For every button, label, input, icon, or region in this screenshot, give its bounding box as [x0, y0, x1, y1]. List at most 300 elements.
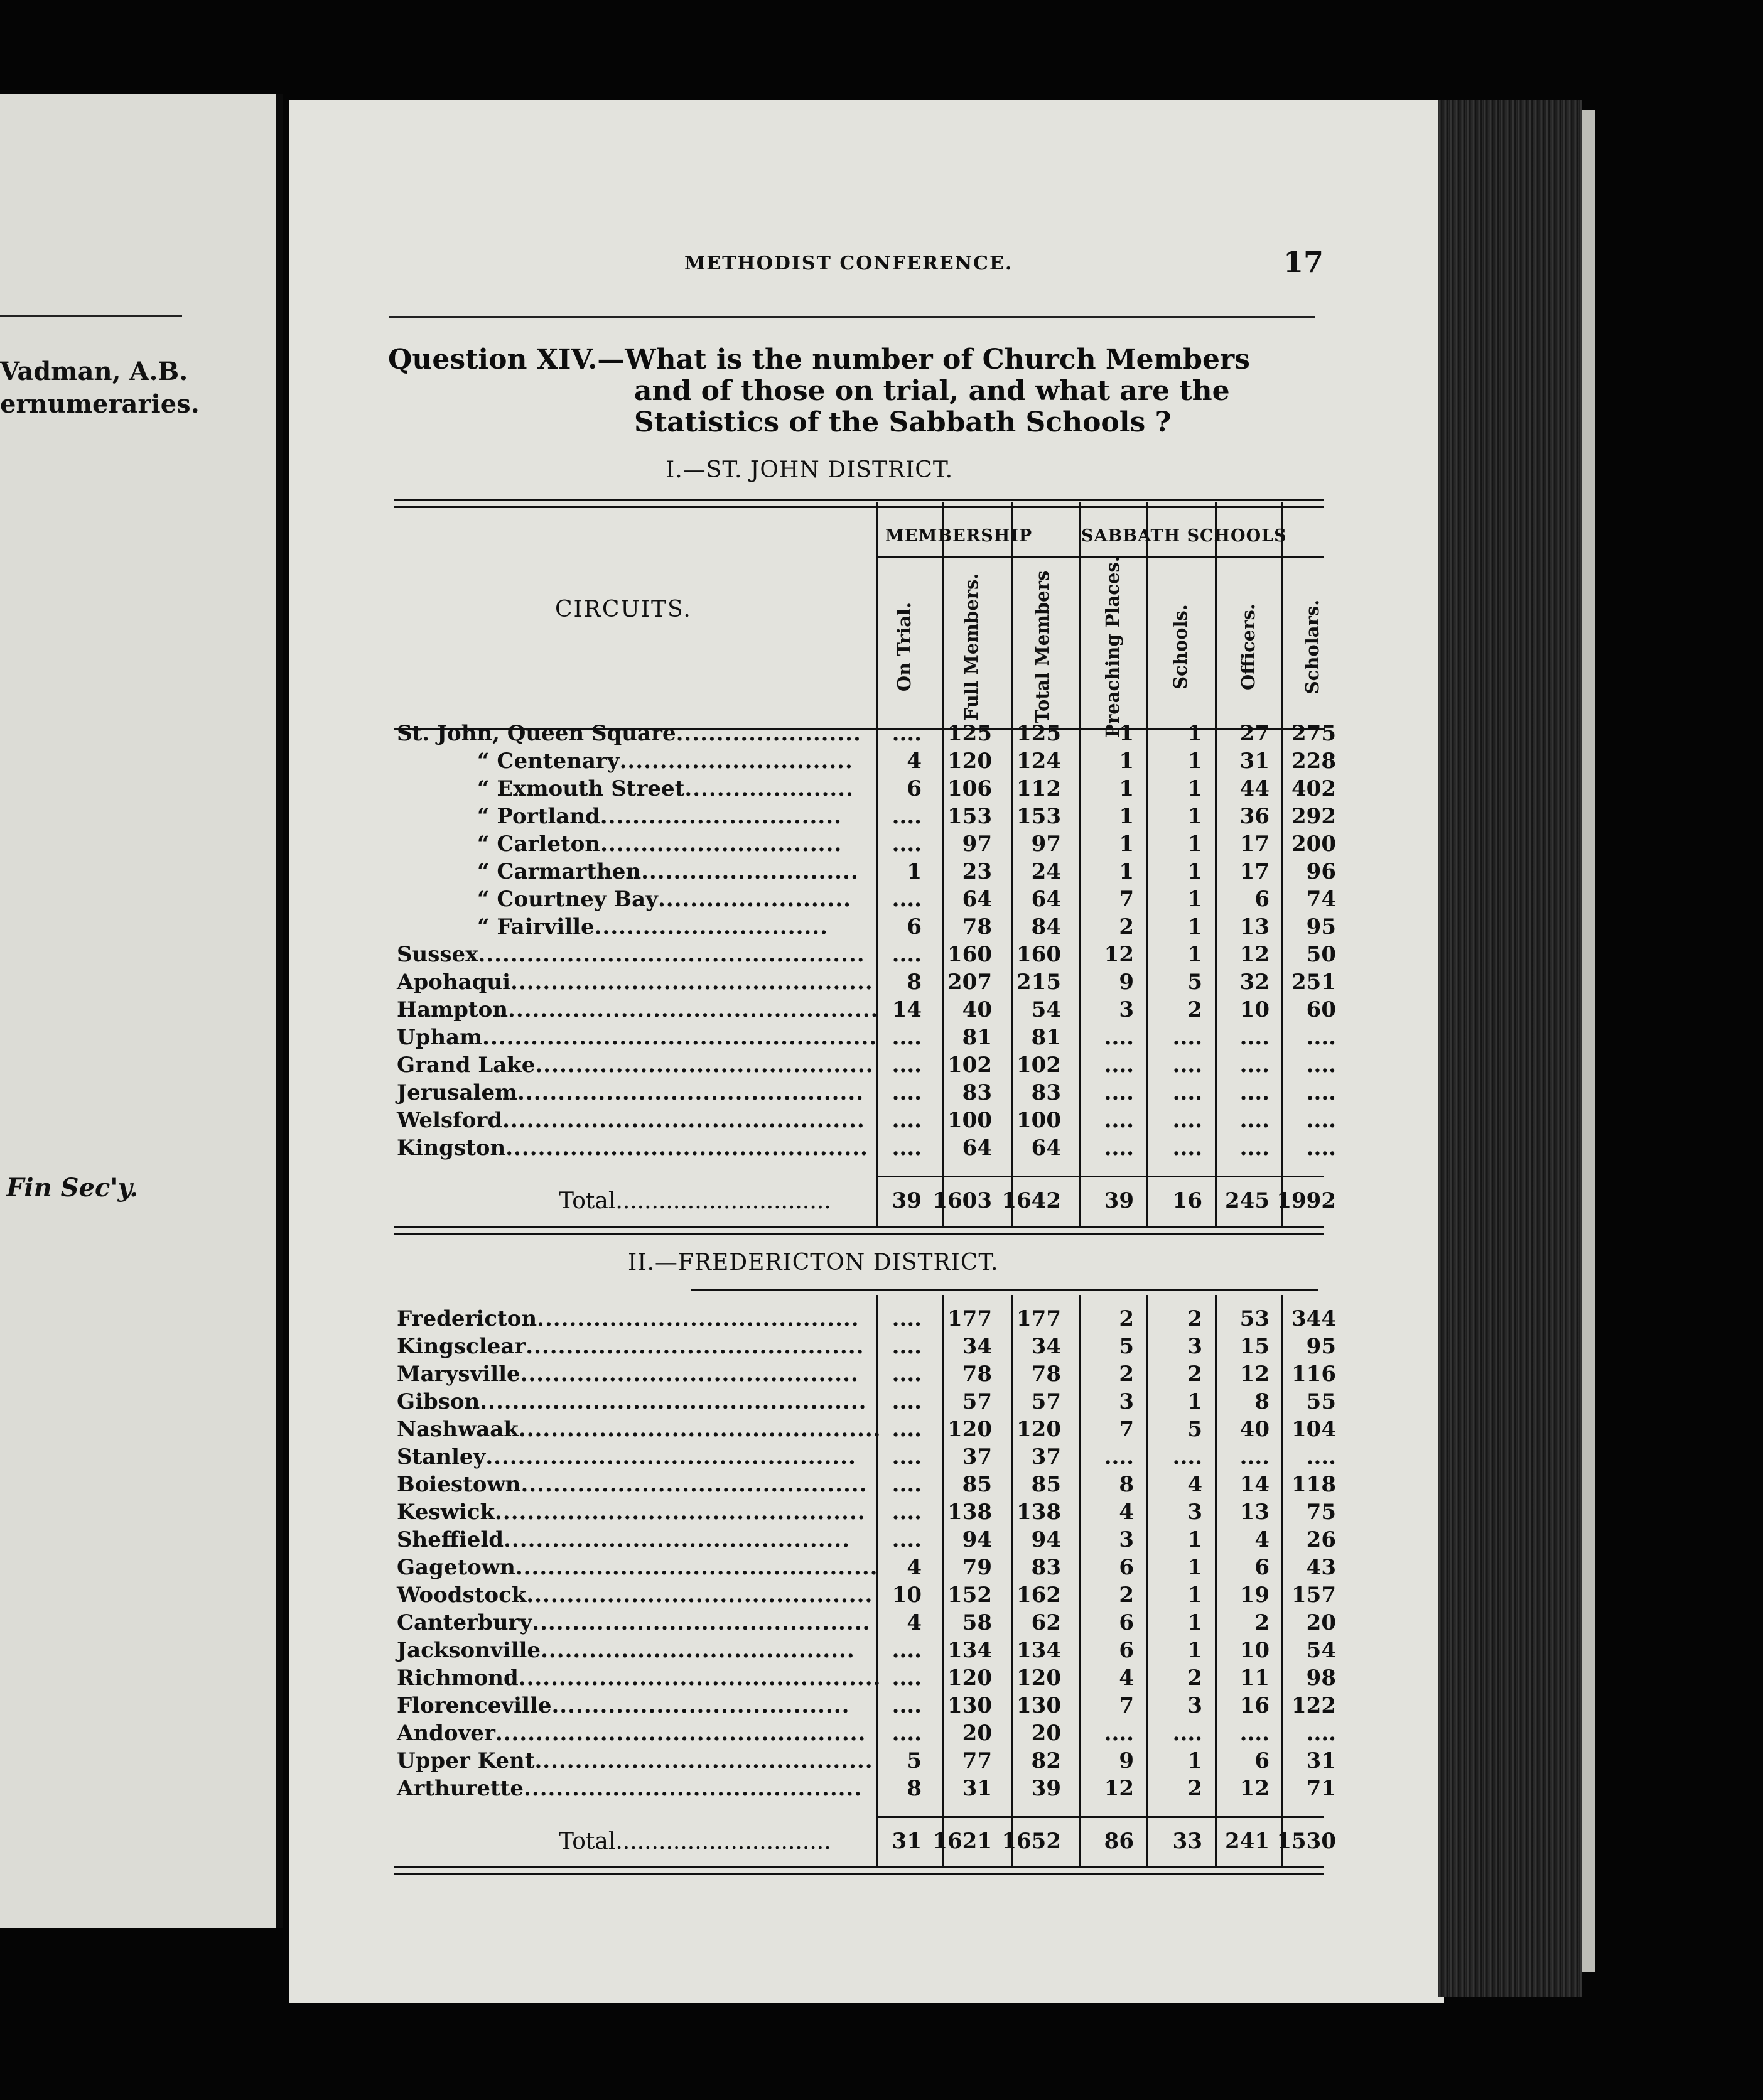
sabbath-schools-group-head: SABBATH SCHOOLS — [1081, 526, 1287, 546]
table-cell: 1 — [1187, 721, 1202, 746]
total-rule — [876, 1176, 1324, 1177]
circuit-name — [397, 1583, 873, 1608]
table-cell: 78 — [962, 914, 992, 939]
leader-dots: .............................. — [615, 1829, 831, 1854]
leader-dots: ....................................... — [541, 1638, 855, 1663]
table-cell: 64 — [962, 1135, 992, 1161]
table-cell: 54 — [1031, 997, 1061, 1022]
table-cell: .... — [892, 1306, 922, 1331]
table-cell: 2 — [1187, 997, 1202, 1022]
table-cell: 130 — [947, 1693, 992, 1718]
table-cell: 78 — [962, 1361, 992, 1387]
circuit-name — [397, 1555, 878, 1580]
district-bottom-rule — [394, 1226, 1324, 1235]
table-cell: 9 — [1119, 1748, 1134, 1773]
table-cell: 1 — [1187, 1389, 1202, 1414]
table-cell: 118 — [1291, 1472, 1336, 1497]
circuit-name — [397, 1025, 877, 1050]
table-cell: 1 — [1119, 749, 1134, 774]
circuit-name-text: “ Carmarthen — [477, 859, 642, 884]
circuit-name-text: Upper Kent — [397, 1748, 535, 1773]
table-cell: 1 — [1187, 1583, 1202, 1608]
table-cell: 8 — [907, 970, 922, 995]
circuit-name-text: Richmond — [397, 1665, 519, 1691]
column-head-label: Scholars. — [1302, 599, 1323, 695]
table-cell: 19 — [1239, 1583, 1270, 1608]
table-cell: 2 — [1187, 1361, 1202, 1387]
table-cell: .... — [1104, 1053, 1134, 1078]
page-edges — [1438, 100, 1582, 1997]
total-label — [559, 1188, 831, 1214]
circuit-name — [477, 804, 842, 829]
table-cell: 251 — [1291, 970, 1336, 995]
column-separator — [1079, 1295, 1081, 1866]
table-cell: 9 — [1119, 970, 1134, 995]
table-cell: 2 — [1119, 914, 1134, 939]
table-cell: 402 — [1291, 776, 1336, 801]
table-cell: 6 — [907, 914, 922, 939]
table-cell: 6 — [907, 776, 922, 801]
circuit-name — [397, 942, 865, 967]
table-cell: 125 — [1016, 721, 1061, 746]
table-cell: .... — [1239, 1080, 1270, 1105]
table-cell: .... — [892, 721, 922, 746]
table-cell: 13 — [1239, 914, 1270, 939]
table-cell: 31 — [962, 1776, 992, 1801]
table-cell: 94 — [1031, 1527, 1061, 1552]
table-cell: .... — [1172, 1025, 1202, 1050]
column-head — [1023, 571, 1061, 722]
circuit-name-text: St. John, Queen Square — [397, 721, 676, 746]
column-head-label: Preaching Places. — [1102, 556, 1123, 738]
table-cell: 3 — [1119, 1389, 1134, 1414]
table-cell: 32 — [1239, 970, 1270, 995]
table-cell: 3 — [1187, 1693, 1202, 1718]
header-top-rule — [394, 499, 1324, 508]
circuit-name-text: “ Exmouth Street — [477, 776, 685, 801]
table-cell: 1 — [1187, 942, 1202, 967]
table-cell: 39 — [1031, 1776, 1061, 1801]
total-label-text: Total — [559, 1188, 616, 1214]
question-line-2: and of those on trial, and what are the — [634, 375, 1230, 407]
table-cell: .... — [1239, 1053, 1270, 1078]
table-cell: 20 — [1306, 1610, 1336, 1635]
total-cell: 31 — [892, 1829, 922, 1854]
leader-dots: .......................................... — [535, 1053, 874, 1078]
circuit-name-text: Marysville — [397, 1361, 520, 1387]
table-cell: .... — [1104, 1721, 1134, 1746]
table-cell: 8 — [1254, 1389, 1270, 1414]
table-cell: 162 — [1016, 1583, 1061, 1608]
table-cell: 71 — [1306, 1776, 1336, 1801]
circuit-name — [477, 831, 842, 857]
table-cell: 26 — [1306, 1527, 1336, 1552]
circuit-name — [397, 1135, 868, 1161]
circuit-name-text: Hampton — [397, 997, 509, 1022]
table-cell: 83 — [1031, 1080, 1061, 1105]
table-cell: 1 — [1119, 831, 1134, 857]
circuit-name — [477, 887, 851, 912]
column-separator — [876, 1295, 878, 1866]
table-cell: 11 — [1239, 1665, 1270, 1691]
table-cell: 177 — [947, 1306, 992, 1331]
left-page-text-3: Fin Sec'y. — [6, 1173, 139, 1203]
table-cell: 112 — [1016, 776, 1061, 801]
table-cell: .... — [892, 1135, 922, 1161]
table-cell: .... — [1306, 1108, 1336, 1133]
column-separator — [1215, 502, 1217, 1226]
table-cell: 4 — [907, 1610, 922, 1635]
table-cell: 57 — [962, 1389, 992, 1414]
circuit-name — [397, 1665, 881, 1691]
table-cell: .... — [1306, 1444, 1336, 1469]
table-cell: 1 — [1119, 721, 1134, 746]
table-cell: .... — [1239, 1108, 1270, 1133]
leader-dots: ............................................. — [505, 1135, 868, 1161]
table-cell: 97 — [1031, 831, 1061, 857]
table-cell: 4 — [1119, 1665, 1134, 1691]
circuit-name — [397, 1776, 862, 1801]
circuit-name-text: Nashwaak — [397, 1417, 519, 1442]
table-cell: 17 — [1239, 859, 1270, 884]
circuit-name — [397, 1500, 866, 1525]
table-cell: 4 — [907, 749, 922, 774]
leader-dots: .............................. — [615, 1188, 831, 1214]
table-cell: 60 — [1306, 997, 1336, 1022]
leader-dots: ........................... — [641, 859, 859, 884]
circuit-name-text: Arthurette — [397, 1776, 524, 1801]
table-cell: 12 — [1239, 1361, 1270, 1387]
column-separator — [1079, 502, 1081, 1226]
circuit-name — [477, 859, 859, 884]
circuit-name — [477, 914, 828, 939]
table-cell: 120 — [1016, 1417, 1061, 1442]
table-cell: 43 — [1306, 1555, 1336, 1580]
table-cell: 134 — [947, 1638, 992, 1663]
table-cell: .... — [1104, 1080, 1134, 1105]
column-head-label: Schools. — [1170, 604, 1191, 690]
table-cell: 81 — [1031, 1025, 1061, 1050]
table-cell: 14 — [1239, 1472, 1270, 1497]
table-cell: 200 — [1291, 831, 1336, 857]
table-cell: .... — [1104, 1025, 1134, 1050]
table-cell: .... — [1172, 1444, 1202, 1469]
table-cell: 24 — [1031, 859, 1061, 884]
total-cell: 16 — [1172, 1188, 1202, 1213]
leader-dots: .............................................. — [495, 1721, 866, 1746]
table-cell: 102 — [947, 1053, 992, 1078]
table-cell: 58 — [962, 1610, 992, 1635]
table-cell: 31 — [1306, 1748, 1336, 1773]
circuit-name-text: “ Portland — [477, 804, 600, 829]
circuit-name — [397, 1361, 859, 1387]
table-cell: 5 — [1119, 1334, 1134, 1359]
table-cell: 157 — [1291, 1583, 1336, 1608]
district-title: I.—ST. JOHN DISTRICT. — [666, 457, 954, 483]
table-cell: 95 — [1306, 1334, 1336, 1359]
table-cell: .... — [1104, 1108, 1134, 1133]
table-cell: 2 — [1187, 1306, 1202, 1331]
table-cell: 228 — [1291, 749, 1336, 774]
table-cell: 1 — [1187, 776, 1202, 801]
leader-dots: ................................................. — [482, 1025, 878, 1050]
table-cell: 125 — [947, 721, 992, 746]
table-cell: .... — [892, 1527, 922, 1552]
leader-dots: ............................. — [594, 914, 828, 939]
table-cell: 138 — [1016, 1500, 1061, 1525]
table-cell: 1 — [1187, 1527, 1202, 1552]
table-cell: 95 — [1306, 914, 1336, 939]
table-cell: 62 — [1031, 1610, 1061, 1635]
table-cell: 12 — [1239, 1776, 1270, 1801]
column-head-label: Full Members. — [961, 573, 982, 721]
leader-dots: ........................................... — [526, 1583, 873, 1608]
table-cell: 1 — [1119, 776, 1134, 801]
circuit-name-text: Canterbury — [397, 1610, 532, 1635]
circuit-name-text: “ Courtney Bay — [477, 887, 658, 912]
leader-dots: .......................................... — [526, 1334, 865, 1359]
running-head: METHODIST CONFERENCE. — [684, 252, 1013, 274]
table-cell: 1 — [907, 859, 922, 884]
circuit-name — [397, 1417, 881, 1442]
table-cell: 64 — [962, 887, 992, 912]
table-cell: 1 — [1187, 1555, 1202, 1580]
table-cell: 44 — [1239, 776, 1270, 801]
leader-dots: ............................................. — [515, 1555, 878, 1580]
circuit-name — [397, 1721, 866, 1746]
question-line-3: Statistics of the Sabbath Schools ? — [634, 406, 1172, 438]
table-cell: 97 — [962, 831, 992, 857]
table-cell: 3 — [1187, 1334, 1202, 1359]
total-cell: 1621 — [932, 1829, 992, 1854]
table-cell: 15 — [1239, 1334, 1270, 1359]
table-cell: 1 — [1187, 859, 1202, 884]
leader-dots: .............................................. — [495, 1500, 866, 1525]
column-separator — [1215, 1295, 1217, 1866]
table-cell: .... — [1306, 1080, 1336, 1105]
table-cell: 23 — [962, 859, 992, 884]
table-cell: .... — [1306, 1025, 1336, 1050]
table-cell: 3 — [1119, 1527, 1134, 1552]
table-cell: 40 — [1239, 1417, 1270, 1442]
table-cell: 75 — [1306, 1500, 1336, 1525]
circuit-name — [397, 1444, 856, 1469]
table-cell: 153 — [1016, 804, 1061, 829]
table-cell: 94 — [962, 1527, 992, 1552]
table-cell: 5 — [1187, 970, 1202, 995]
table-cell: 6 — [1254, 1555, 1270, 1580]
circuit-name-text: Jerusalem — [397, 1080, 518, 1105]
circuit-name — [397, 1527, 850, 1552]
table-cell: 8 — [907, 1776, 922, 1801]
circuit-name — [397, 721, 861, 746]
table-cell: 3 — [1119, 997, 1134, 1022]
table-cell: 120 — [947, 749, 992, 774]
district-top-rule — [691, 1289, 1318, 1291]
circuit-name — [397, 1389, 866, 1414]
circuit-name — [477, 749, 853, 774]
column-head-label: Officers. — [1237, 603, 1259, 690]
table-cell: 10 — [1239, 1638, 1270, 1663]
leader-dots: .......................................... — [524, 1776, 863, 1801]
circuits-label: CIRCUITS. — [555, 597, 692, 622]
column-separator — [1011, 1295, 1013, 1866]
circuit-name — [397, 1334, 864, 1359]
table-cell: 1 — [1187, 1610, 1202, 1635]
table-cell: .... — [1306, 1053, 1336, 1078]
table-cell: 1 — [1187, 887, 1202, 912]
table-cell: 83 — [1031, 1555, 1061, 1580]
column-separator — [942, 502, 944, 1226]
table-cell: 7 — [1119, 1417, 1134, 1442]
table-cell: 152 — [947, 1583, 992, 1608]
total-label — [559, 1829, 831, 1854]
leader-dots: ............................. — [619, 749, 853, 774]
leader-dots: ........................................... — [504, 1527, 851, 1552]
table-cell: .... — [892, 1108, 922, 1133]
table-cell: 6 — [1119, 1638, 1134, 1663]
table-cell: .... — [892, 1638, 922, 1663]
table-cell: 6 — [1119, 1555, 1134, 1580]
column-separator — [1146, 1295, 1148, 1866]
table-cell: .... — [1172, 1721, 1202, 1746]
table-cell: 31 — [1239, 749, 1270, 774]
table-cell: .... — [1172, 1135, 1202, 1161]
column-head — [1094, 556, 1131, 738]
column-separator — [942, 1295, 944, 1866]
table-cell: .... — [892, 1025, 922, 1050]
circuit-name-text: “ Carleton — [477, 831, 601, 857]
total-label-text: Total — [559, 1829, 616, 1854]
column-head — [885, 571, 923, 722]
total-cell: 1530 — [1276, 1829, 1336, 1854]
table-cell: 134 — [1016, 1638, 1061, 1663]
table-cell: 4 — [1119, 1500, 1134, 1525]
circuit-name-text: Grand Lake — [397, 1053, 536, 1078]
left-page-text-2: ernumeraries. — [0, 389, 200, 419]
table-cell: 215 — [1016, 970, 1061, 995]
table-cell: 7 — [1119, 1693, 1134, 1718]
table-cell: 81 — [962, 1025, 992, 1050]
table-cell: 10 — [1239, 997, 1270, 1022]
table-cell: .... — [892, 1053, 922, 1078]
table-cell: 2 — [1187, 1665, 1202, 1691]
total-cell: 1603 — [932, 1188, 992, 1213]
table-cell: 10 — [892, 1583, 922, 1608]
table-cell: 160 — [947, 942, 992, 967]
table-cell: 104 — [1291, 1417, 1336, 1442]
column-head-label: On Trial. — [893, 602, 915, 692]
circuit-name — [397, 1053, 874, 1078]
column-head-label: Total Members — [1032, 570, 1053, 723]
leader-dots: ....................... — [676, 721, 861, 746]
table-cell: .... — [1306, 1721, 1336, 1746]
table-cell: 2 — [1119, 1306, 1134, 1331]
leader-dots: ........................................... — [520, 1472, 868, 1497]
column-head — [1293, 571, 1331, 722]
leader-dots: ................................................ — [480, 1389, 867, 1414]
table-cell: 138 — [947, 1500, 992, 1525]
table-cell: .... — [892, 1444, 922, 1469]
table-cell: 177 — [1016, 1306, 1061, 1331]
table-cell: 130 — [1016, 1693, 1061, 1718]
table-cell: 4 — [1187, 1472, 1202, 1497]
circuit-name-text: “ Fairville — [477, 914, 595, 939]
table-cell: 4 — [907, 1555, 922, 1580]
table-cell: .... — [1239, 1444, 1270, 1469]
left-facing-page — [0, 94, 283, 1928]
leader-dots: .......................................... — [520, 1361, 859, 1387]
total-cell: 1652 — [1001, 1829, 1061, 1854]
circuit-name-text: Florenceville — [397, 1693, 552, 1718]
table-cell: .... — [1104, 1444, 1134, 1469]
table-cell: 6 — [1119, 1610, 1134, 1635]
circuit-name-text: Jacksonville — [397, 1638, 541, 1663]
column-separator — [1281, 502, 1283, 1226]
table-cell: .... — [892, 804, 922, 829]
table-cell: .... — [892, 1665, 922, 1691]
circuit-name — [397, 1108, 865, 1133]
circuit-name-text: Boiestown — [397, 1472, 521, 1497]
table-cell: .... — [892, 1334, 922, 1359]
table-cell: 12 — [1104, 1776, 1134, 1801]
table-cell: 54 — [1306, 1638, 1336, 1663]
table-cell: 53 — [1239, 1306, 1270, 1331]
table-cell: .... — [1172, 1108, 1202, 1133]
table-cell: .... — [892, 1693, 922, 1718]
circuit-name-text: Keswick — [397, 1500, 495, 1525]
circuit-name-text: Andover — [397, 1721, 495, 1746]
table-cell: 85 — [962, 1472, 992, 1497]
table-cell: 100 — [947, 1108, 992, 1133]
circuit-name-text: Kingsclear — [397, 1334, 526, 1359]
table-cell: 1 — [1187, 1638, 1202, 1663]
circuit-name-text: Woodstock — [397, 1583, 527, 1608]
leader-dots: ........................................... — [517, 1080, 865, 1105]
table-cell: .... — [892, 1472, 922, 1497]
leader-dots: ............................................. — [502, 1108, 865, 1133]
table-cell: 1 — [1187, 1748, 1202, 1773]
column-separator — [1146, 502, 1148, 1226]
column-head — [952, 571, 990, 722]
table-cell: 34 — [962, 1334, 992, 1359]
header-rule — [389, 316, 1315, 318]
total-cell: 33 — [1172, 1829, 1202, 1854]
table-cell: .... — [1239, 1721, 1270, 1746]
table-cell: .... — [1172, 1053, 1202, 1078]
table-cell: 2 — [1187, 1776, 1202, 1801]
leader-dots: .............................. — [600, 831, 843, 857]
table-cell: 2 — [1254, 1610, 1270, 1635]
table-cell: .... — [892, 942, 922, 967]
table-cell: .... — [892, 1417, 922, 1442]
table-cell: 120 — [947, 1665, 992, 1691]
table-cell: .... — [892, 1080, 922, 1105]
table-cell: 12 — [1239, 942, 1270, 967]
table-cell: 1 — [1187, 804, 1202, 829]
table-cell: 17 — [1239, 831, 1270, 857]
table-cell: 116 — [1291, 1361, 1336, 1387]
table-cell: 100 — [1016, 1108, 1061, 1133]
table-cell: 3 — [1187, 1500, 1202, 1525]
table-cell: 292 — [1291, 804, 1336, 829]
circuit-name-text: Apohaqui — [397, 970, 510, 995]
table-cell: .... — [1172, 1080, 1202, 1105]
total-rule — [876, 1816, 1324, 1818]
table-cell: .... — [1306, 1135, 1336, 1161]
table-cell: 153 — [947, 804, 992, 829]
table-cell: 12 — [1104, 942, 1134, 967]
